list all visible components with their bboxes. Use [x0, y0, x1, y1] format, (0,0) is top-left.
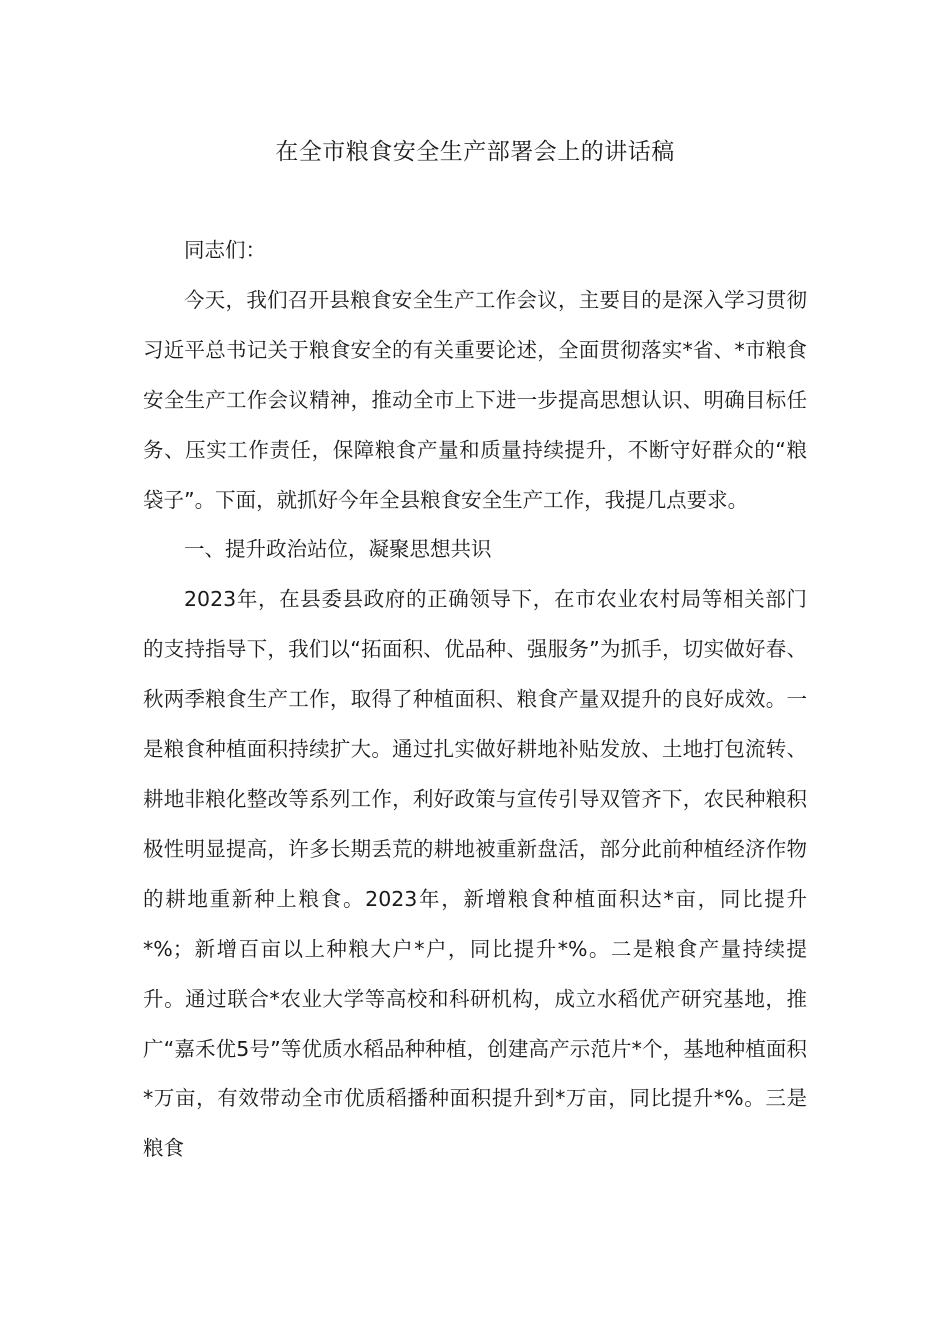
- document-title: 在全市粮食安全生产部署会上的讲话稿: [275, 139, 675, 165]
- paragraph-intro: 今天，我们召开县粮食安全生产工作会议，主要目的是深入学习贯彻习近平总书记关于粮食安全的有关重要论述，全面贯彻落实*省、*市粮食安全生产工作会议精神，推动全市上下进一步提高思想认识、明确目标任务、压实工作责任，保障粮食产量和质量持续提升，不断守好群众的“粮袋子”。下面，就抓好今年全县粮食安全生产工作，我提几点要求。: [143, 287, 807, 512]
- document-body: [143, 226, 807, 1174]
- section-heading-1: 一、提升政治站位，凝聚思想共识: [184, 537, 492, 562]
- salutation: 同志们：: [184, 238, 266, 262]
- paragraph-achievements: 2023年，在县委县政府的正确领导下，在市农业农村局等相关部门的支持指导下，我们以“拓面积、优品种、强服务”为抓手，切实做好春、秋两季粮食生产工作，取得了种植面积、粮食产量双提升的良好成效。一是粮食种植面积持续扩大。通过扎实做好耕地补贴发放、土地打包流转、耕地非粮化整改等系列工作，利好政策与宣传引导双管齐下，农民种粮积极性明显提高，许多长期丢荒的耕地被重新盘活，部分此前种植经济作物的耕地重新种上粮食。2023年，新增粮食种植面积达*亩，同比提升*%；新增百亩以上种粮大户*户，同比提升*%。二是粮食产量持续提升。通过联合*农业大学等高校和科研机构，成立水稻优产研究基地，推广“嘉禾优5号”等优质水稻品种种植，创建高产示范片*个，基地种植面积*万亩，有效带动全市优质稻播种面积提升到*万亩，同比提升*%。三是粮食: [143, 587, 807, 1161]
